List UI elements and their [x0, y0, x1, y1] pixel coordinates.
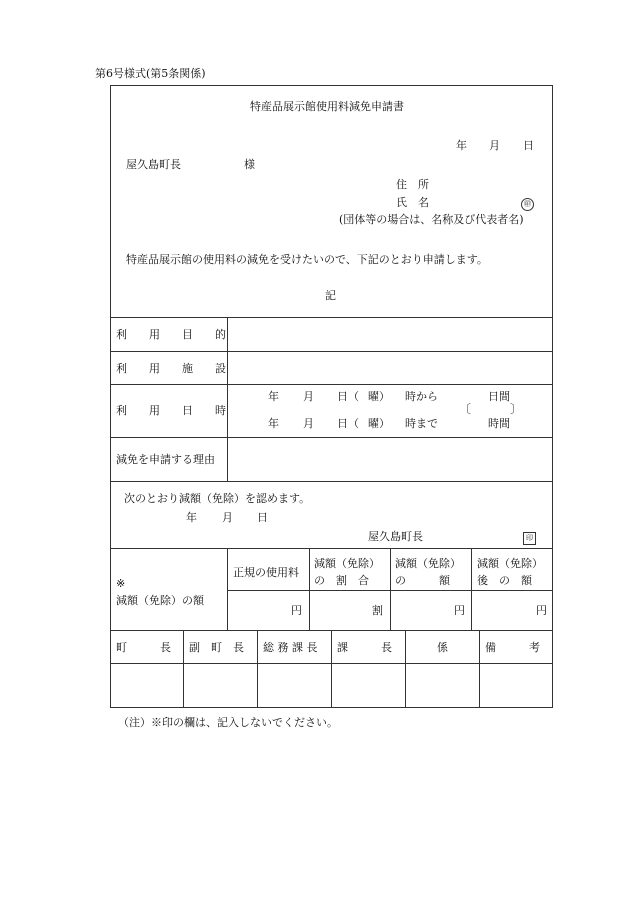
- divider: [110, 548, 553, 549]
- col-rate-line1: 減額（免除）: [314, 557, 380, 570]
- col-after-line2: 後 の 額: [477, 574, 532, 587]
- col-after-line1: 減額（免除）: [477, 557, 543, 570]
- column-line: [227, 317, 228, 481]
- column-line: [331, 630, 332, 708]
- organization-note: (団体等の場合は、名称及び代表者名): [339, 213, 524, 226]
- dt-hours: 時間: [488, 417, 510, 430]
- dt1-year: 年: [268, 390, 279, 403]
- approver-section-chief: 課 長: [337, 641, 392, 654]
- divider: [110, 437, 553, 438]
- column-line: [471, 548, 472, 630]
- form-title: 特産品展示館使用料減免申請書: [250, 100, 404, 113]
- dt-days: 日間: [488, 390, 510, 403]
- application-statement: 特産品展示館の使用料の減免を受けたいので、下記のとおり申請します。: [126, 253, 488, 266]
- unit-wari: 割: [372, 604, 383, 617]
- unit-yen-amount: 円: [454, 604, 465, 617]
- official-seal-icon: 印: [523, 530, 536, 545]
- divider: [110, 384, 553, 385]
- name-label: 氏 名: [396, 196, 429, 209]
- addressee: 屋久島町長: [126, 158, 181, 171]
- approver-general-affairs-chief: 総 務 課 長: [263, 641, 318, 654]
- approver-remarks: 備 考: [485, 641, 540, 654]
- dt1-month: 月: [303, 390, 314, 403]
- approver-deputy-mayor: 副 町 長: [189, 641, 244, 654]
- approval-day: 日: [257, 511, 268, 524]
- column-line: [309, 548, 310, 630]
- column-line: [183, 630, 184, 708]
- col-amount-line1: 減額（免除）: [395, 557, 461, 570]
- col-regular-fee: 正規の使用料: [233, 566, 299, 579]
- unit-yen-after: 円: [536, 604, 547, 617]
- dt2-youbi: 曜）: [368, 417, 390, 430]
- col-rate-line2: の 割 合: [314, 574, 369, 587]
- facility-label: 利 用 施 設: [116, 362, 226, 375]
- reason-label: 減免を申請する理由: [116, 453, 215, 466]
- column-line: [479, 630, 480, 708]
- dt2-to: 時まで: [405, 417, 438, 430]
- reduction-row-label: 減額（免除）の額: [116, 594, 204, 607]
- dt2-year: 年: [268, 417, 279, 430]
- purpose-label: 利 用 目 的: [116, 328, 226, 341]
- dt2-day: 日（: [337, 417, 359, 430]
- date-month: 月: [489, 139, 500, 152]
- approver-mayor: 町 長: [116, 641, 171, 654]
- honorific: 様: [244, 158, 255, 171]
- date-day: 日: [523, 139, 534, 152]
- dt1-day: 日（: [337, 390, 359, 403]
- reserved-mark: ※: [116, 577, 126, 590]
- column-line: [257, 630, 258, 708]
- unit-yen-regular: 円: [291, 604, 302, 617]
- col-amount-line2: の 額: [395, 574, 450, 587]
- dt1-youbi: 曜）: [368, 390, 390, 403]
- approver-staff: 係: [437, 641, 448, 654]
- divider: [110, 317, 553, 318]
- divider: [110, 351, 553, 352]
- bracket-open: 〔: [459, 402, 472, 416]
- column-line: [227, 548, 228, 630]
- approval-text: 次のとおり減額（免除）を認めます。: [124, 492, 311, 505]
- ki-label: 記: [325, 289, 336, 302]
- datetime-label: 利 用 日 時: [116, 404, 226, 417]
- approval-month: 月: [222, 511, 233, 524]
- column-line: [390, 548, 391, 630]
- bracket-close: 〕: [510, 402, 523, 416]
- dt2-month: 月: [303, 417, 314, 430]
- column-line: [405, 630, 406, 708]
- seal-icon: ㊞: [521, 196, 534, 211]
- date-year: 年: [456, 139, 467, 152]
- footnote: （注）※印の欄は、記入しないでください。: [118, 716, 338, 729]
- form-number: 第6号様式(第5条関係): [95, 67, 206, 80]
- address-label: 住 所: [396, 178, 429, 191]
- approval-year: 年: [186, 511, 197, 524]
- dt1-from: 時から: [405, 390, 438, 403]
- application-form: [110, 85, 553, 708]
- approval-mayor: 屋久島町長: [368, 530, 423, 543]
- divider: [110, 481, 553, 482]
